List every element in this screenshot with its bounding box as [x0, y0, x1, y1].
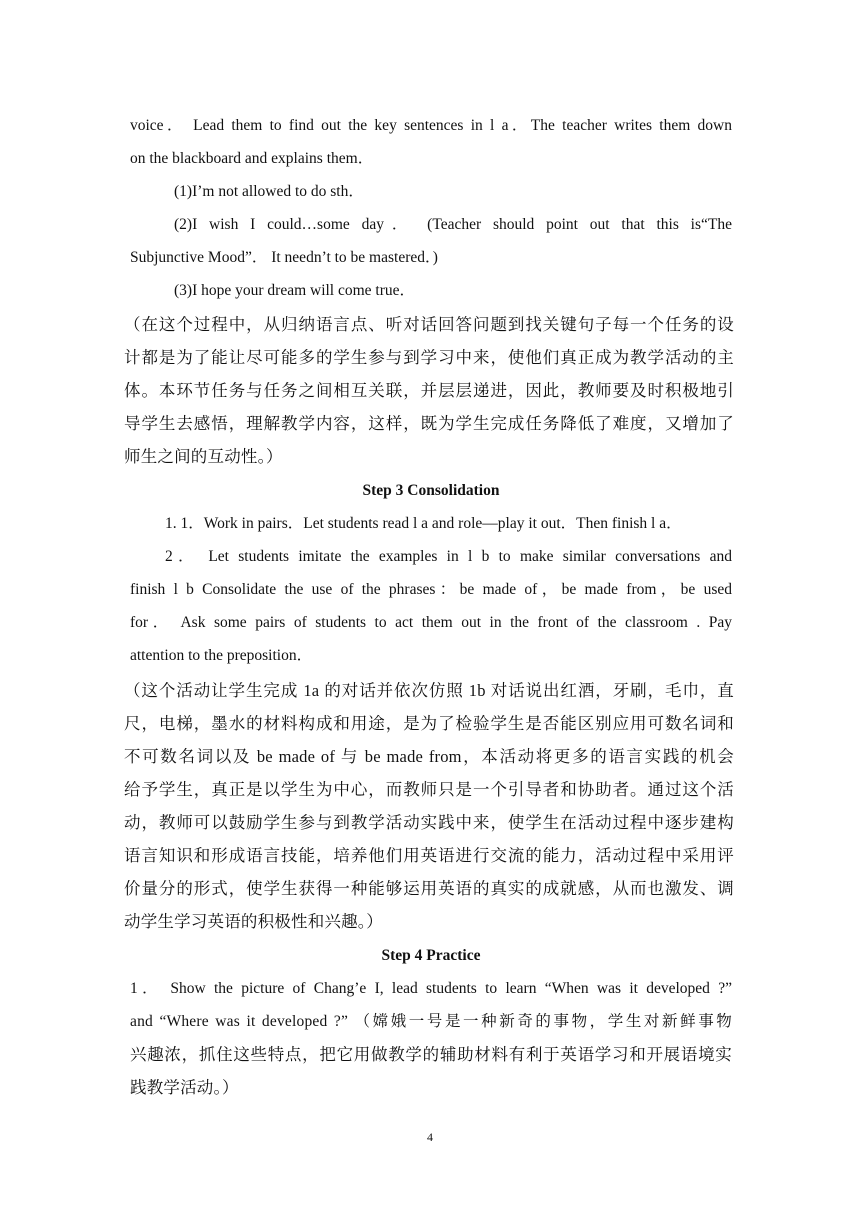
teaching-note-2	[124, 674, 734, 938]
text-line: Subjunctive Mood”． It needn’t to be mastered．)	[130, 249, 438, 266]
text-line: (3)I hope your dream will come true．	[174, 282, 416, 299]
teaching-note-1	[124, 308, 734, 473]
step3-item-1	[130, 507, 732, 540]
text-line: 动学生学习英语的积极性和兴趣。）	[124, 912, 383, 931]
page-number: 4	[427, 1130, 433, 1144]
text-line: 计都是为了能让尽可能多的学生参与到学习中来，使他们真正成为教学活动的主	[124, 348, 734, 367]
step3-item-2	[130, 540, 732, 672]
text-line: 动，教师可以鼓励学生参与到教学活动实践中来，使学生在活动过程中逐步建构	[124, 813, 734, 832]
text-line: 1． Show the picture of Chang’e I, lead students to learn “When was it developed ?”	[130, 980, 732, 997]
text-line: 不可数名词以及 be made of 与 be made from，本活动将更多的语言实践的机会	[124, 747, 734, 766]
text-line: 2． Let students imitate the examples in l b to make similar conversations and	[165, 548, 732, 565]
text-line: and “Where was it developed ?” （嫦娥一号是一种新奇的事物，学生对新鲜事物	[130, 1013, 732, 1030]
text-line: 导学生去感悟，理解教学内容，这样，既为学生完成任务降低了难度，又增加了	[124, 414, 734, 433]
text-line: 语言知识和形成语言技能，培养他们用英语进行交流的能力，活动过程中采用评	[124, 846, 734, 865]
text-line: voice． Lead them to find out the key sentences in l a．The teacher writes them down	[130, 117, 732, 134]
text-line: 1. 1．Work in pairs．Let students read l a and role—play it out．Then finish l a．	[165, 515, 682, 532]
step4-heading: Step 4 Practice	[381, 947, 481, 964]
step2-continued-paragraph	[130, 109, 732, 175]
key-sentence-3	[130, 274, 732, 307]
key-sentence-1	[130, 175, 732, 208]
text-line: 尺，电梯，墨水的材料构成和用途，是为了检验学生是否能区别应用可数名词和	[124, 714, 734, 733]
text-line: （在这个过程中，从归纳语言点、听对话回答问题到找关键句子每一个任务的设	[124, 315, 734, 334]
text-line: （这个活动让学生完成 1a 的对话并依次仿照 1b 对话说出红酒，牙刷，毛巾，直	[124, 681, 734, 700]
step3-heading: Step 3 Consolidation	[362, 482, 500, 499]
text-line: 给予学生，真正是以学生为中心，而教师只是一个引导者和协助者。通过这个活	[124, 780, 734, 799]
key-sentence-2	[130, 208, 732, 274]
text-line: 践教学活动。）	[130, 1078, 239, 1097]
text-line: (1)I’m not allowed to do sth．	[174, 183, 364, 200]
text-line: 体。本环节任务与任务之间相互关联，并层层递进，因此，教师要及时积极地引	[124, 381, 734, 400]
step4-item-1	[130, 972, 732, 1104]
text-line: for． Ask some pairs of students to act them out in the front of the classroom . Pay	[130, 614, 732, 631]
text-line: 兴趣浓，抓住这些特点，把它用做教学的辅助材料有利于英语学习和开展语境实	[130, 1045, 732, 1064]
text-line: 师生之间的互动性。）	[124, 447, 283, 466]
text-line: on the blackboard and explains them．	[130, 150, 374, 167]
text-line: attention to the preposition．	[130, 647, 313, 664]
text-line: finish l b Consolidate the use of the phrases：be made of，be made from，be used	[130, 581, 732, 598]
text-line: 价量分的形式，使学生获得一种能够运用英语的真实的成就感，从而也激发、调	[124, 879, 734, 898]
text-line: (2)I wish I could…some day． (Teacher should point out that this is“The	[174, 216, 732, 233]
